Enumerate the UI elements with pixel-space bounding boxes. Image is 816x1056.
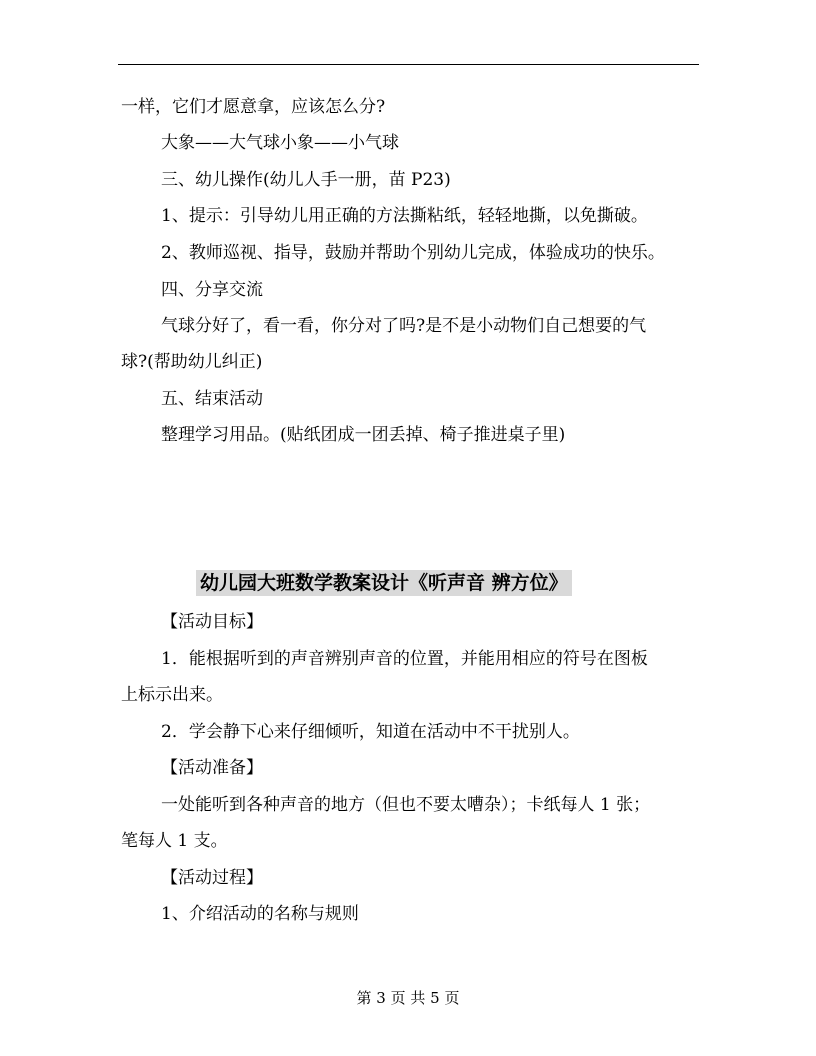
text-line: 一样，它们才愿意拿，应该怎么分? (121, 97, 386, 117)
text-line: 气球分好了，看一看，你分对了吗?是不是小动物们自己想要的气 (161, 316, 647, 336)
text-line: 上标示出来。 (121, 685, 223, 705)
text-line: 1、介绍活动的名称与规则 (161, 904, 359, 924)
text-line: 2、教师巡视、指导，鼓励并帮助个别幼儿完成，体验成功的快乐。 (161, 243, 665, 263)
text-line: 2．学会静下心来仔细倾听，知道在活动中不干扰别人。 (161, 722, 580, 742)
text-line: 整理学习用品。(贴纸团成一团丢掉、椅子推进桌子里) (161, 425, 566, 445)
text-line: 1、提示：引导幼儿用正确的方法撕粘纸，轻轻地撕，以免撕破。 (161, 206, 648, 226)
text-line: 三、幼儿操作(幼儿人手一册，苗 P23) (161, 170, 451, 190)
text-line: 五、结束活动 (161, 389, 263, 409)
text-line: 四、分享交流 (161, 280, 263, 300)
heading-preparation: 【活动准备】 (161, 758, 263, 778)
heading-process: 【活动过程】 (161, 868, 263, 888)
page-number-footer: 第 3 页 共 5 页 (356, 989, 460, 1007)
text-line: 笔每人 1 支。 (121, 831, 228, 851)
text-line: 一处能听到各种声音的地方（但也不要太嘈杂）；卡纸每人 1 张； (161, 795, 651, 815)
text-line: 球?(帮助幼儿纠正) (121, 352, 263, 372)
text-line: 1．能根据听到的声音辨别声音的位置，并能用相应的符号在图板 (161, 649, 648, 669)
section-title: 幼儿园大班数学教案设计《听声音 辨方位》 (196, 570, 572, 596)
text-line: 大象——大气球小象——小气球 (161, 133, 399, 153)
header-rule (118, 64, 699, 65)
heading-goals: 【活动目标】 (161, 612, 263, 632)
